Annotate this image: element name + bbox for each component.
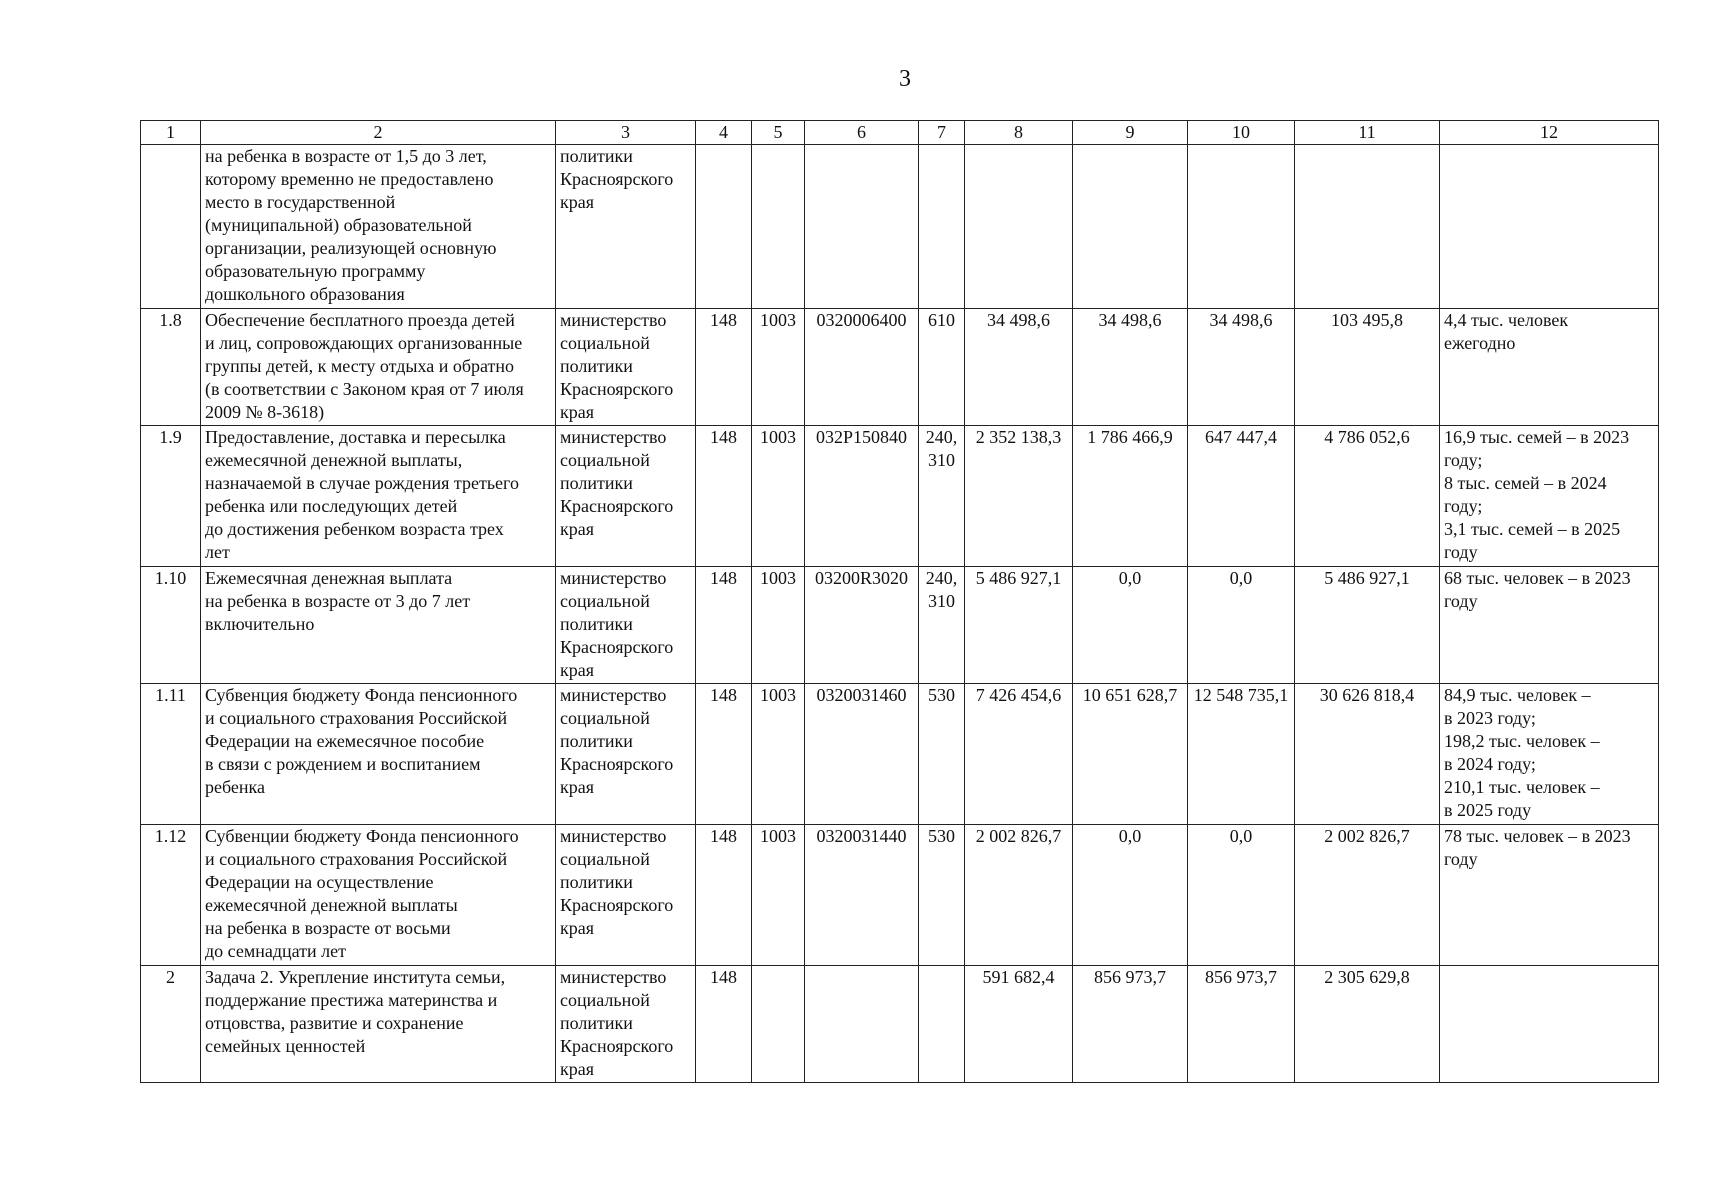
amount-2023: 7 426 454,6 — [965, 684, 1073, 825]
amount-2023: 34 498,6 — [965, 309, 1073, 426]
csr-code: 032P150840 — [805, 426, 919, 567]
amount-2024 — [1073, 145, 1188, 309]
amount-2025: 856 973,7 — [1188, 966, 1295, 1083]
row-number: 1.8 — [141, 309, 201, 426]
amount-2023: 2 352 138,3 — [965, 426, 1073, 567]
table-row — [141, 309, 1659, 426]
column-header: 8 — [965, 121, 1073, 145]
column-header: 12 — [1440, 121, 1659, 145]
amount-2025: 0,0 — [1188, 825, 1295, 966]
grbs-code: 148 — [696, 426, 752, 567]
rzpr-code: 1003 — [752, 426, 805, 567]
measure-name: Ежемесячная денежная выплата на ребенка в возрасте от 3 до 7 лет включительно — [201, 567, 556, 684]
column-header: 7 — [919, 121, 965, 145]
rzpr-code: 1003 — [752, 309, 805, 426]
rzpr-code: 1003 — [752, 567, 805, 684]
column-header: 2 — [201, 121, 556, 145]
amount-2024: 1 786 466,9 — [1073, 426, 1188, 567]
administrator: политики Красноярского края — [556, 145, 696, 309]
expected-result: 68 тыс. человек – в 2023 году — [1440, 567, 1659, 684]
column-header: 4 — [696, 121, 752, 145]
amount-2023: 591 682,4 — [965, 966, 1073, 1083]
column-header: 9 — [1073, 121, 1188, 145]
expected-result: 16,9 тыс. семей – в 2023 году; 8 тыс. семей – в 2024 году; 3,1 тыс. семей – в 2025 году — [1440, 426, 1659, 567]
amount-2023 — [965, 145, 1073, 309]
vr-code — [919, 145, 965, 309]
administrator: министерство социальной политики Красноярского края — [556, 567, 696, 684]
csr-code: 0320006400 — [805, 309, 919, 426]
grbs-code — [696, 145, 752, 309]
amount-2025: 12 548 735,1 — [1188, 684, 1295, 825]
amount-total: 30 626 818,4 — [1295, 684, 1440, 825]
vr-code: 240, 310 — [919, 567, 965, 684]
page-number: 3 — [899, 66, 911, 92]
csr-code: 0320031440 — [805, 825, 919, 966]
expected-result — [1440, 145, 1659, 309]
amount-2024: 0,0 — [1073, 567, 1188, 684]
rzpr-code — [752, 966, 805, 1083]
table-row — [141, 684, 1659, 825]
amount-total: 4 786 052,6 — [1295, 426, 1440, 567]
csr-code — [805, 966, 919, 1083]
row-number: 1.11 — [141, 684, 201, 825]
row-number — [141, 145, 201, 309]
csr-code — [805, 145, 919, 309]
grbs-code: 148 — [696, 309, 752, 426]
amount-2023: 5 486 927,1 — [965, 567, 1073, 684]
vr-code: 240, 310 — [919, 426, 965, 567]
grbs-code: 148 — [696, 684, 752, 825]
rzpr-code: 1003 — [752, 825, 805, 966]
csr-code: 0320031460 — [805, 684, 919, 825]
measure-name: Предоставление, доставка и пересылка ежемесячной денежной выплаты, назначаемой в случае рождения третьего ребенка или последующих детей до достижения ребенком возраста трех лет — [201, 426, 556, 567]
csr-code: 03200R3020 — [805, 567, 919, 684]
column-header: 10 — [1188, 121, 1295, 145]
amount-total: 103 495,8 — [1295, 309, 1440, 426]
row-number: 1.10 — [141, 567, 201, 684]
amount-2025 — [1188, 145, 1295, 309]
expected-result — [1440, 966, 1659, 1083]
expected-result: 84,9 тыс. человек – в 2023 году; 198,2 тыс. человек – в 2024 году; 210,1 тыс. человек – в 2025 году — [1440, 684, 1659, 825]
measure-name: Субвенции бюджету Фонда пенсионного и социального страхования Российской Федерации на осуществление ежемесячной денежной выплаты на ребенка в возрасте от восьми до семнадцати лет — [201, 825, 556, 966]
grbs-code: 148 — [696, 825, 752, 966]
rzpr-code — [752, 145, 805, 309]
column-header: 1 — [141, 121, 201, 145]
budget-table — [140, 120, 1659, 1083]
measure-name: Обеспечение бесплатного проезда детей и лиц, сопровождающих организованные группы детей, к месту отдыха и обратно (в соответствии с Законом края от 7 июля 2009 № 8-3618) — [201, 309, 556, 426]
measure-name: на ребенка в возрасте от 1,5 до 3 лет, которому временно не предоставлено место в государственной (муниципальной) образовательной организации, реализующей основную образовательную программу дошкольного образования — [201, 145, 556, 309]
table-row — [141, 825, 1659, 966]
administrator: министерство социальной политики Красноярского края — [556, 684, 696, 825]
amount-total — [1295, 145, 1440, 309]
amount-total: 5 486 927,1 — [1295, 567, 1440, 684]
rzpr-code: 1003 — [752, 684, 805, 825]
amount-2023: 2 002 826,7 — [965, 825, 1073, 966]
column-header: 5 — [752, 121, 805, 145]
amount-2024: 34 498,6 — [1073, 309, 1188, 426]
table-row — [141, 145, 1659, 309]
amount-2025: 0,0 — [1188, 567, 1295, 684]
amount-2024: 10 651 628,7 — [1073, 684, 1188, 825]
vr-code: 610 — [919, 309, 965, 426]
row-number: 1.9 — [141, 426, 201, 567]
amount-2024: 856 973,7 — [1073, 966, 1188, 1083]
expected-result: 78 тыс. человек – в 2023 году — [1440, 825, 1659, 966]
column-header: 6 — [805, 121, 919, 145]
column-header: 3 — [556, 121, 696, 145]
administrator: министерство социальной политики Красноярского края — [556, 966, 696, 1083]
vr-code: 530 — [919, 825, 965, 966]
row-number: 1.12 — [141, 825, 201, 966]
column-header: 11 — [1295, 121, 1440, 145]
expected-result: 4,4 тыс. человек ежегодно — [1440, 309, 1659, 426]
vr-code — [919, 966, 965, 1083]
measure-name: Задача 2. Укрепление института семьи, поддержание престижа материнства и отцовства, развитие и сохранение семейных ценностей — [201, 966, 556, 1083]
table-row — [141, 966, 1659, 1083]
administrator: министерство социальной политики Красноярского края — [556, 426, 696, 567]
vr-code: 530 — [919, 684, 965, 825]
grbs-code: 148 — [696, 966, 752, 1083]
amount-total: 2 305 629,8 — [1295, 966, 1440, 1083]
measure-name: Субвенция бюджету Фонда пенсионного и социального страхования Российской Федерации на ежемесячное пособие в связи с рождением и воспитанием ребенка — [201, 684, 556, 825]
amount-2025: 647 447,4 — [1188, 426, 1295, 567]
row-number: 2 — [141, 966, 201, 1083]
column-number-row — [141, 121, 1659, 145]
administrator: министерство социальной политики Красноярского края — [556, 825, 696, 966]
grbs-code: 148 — [696, 567, 752, 684]
administrator: министерство социальной политики Красноярского края — [556, 309, 696, 426]
table-row — [141, 567, 1659, 684]
table-row — [141, 426, 1659, 567]
amount-2024: 0,0 — [1073, 825, 1188, 966]
amount-2025: 34 498,6 — [1188, 309, 1295, 426]
amount-total: 2 002 826,7 — [1295, 825, 1440, 966]
